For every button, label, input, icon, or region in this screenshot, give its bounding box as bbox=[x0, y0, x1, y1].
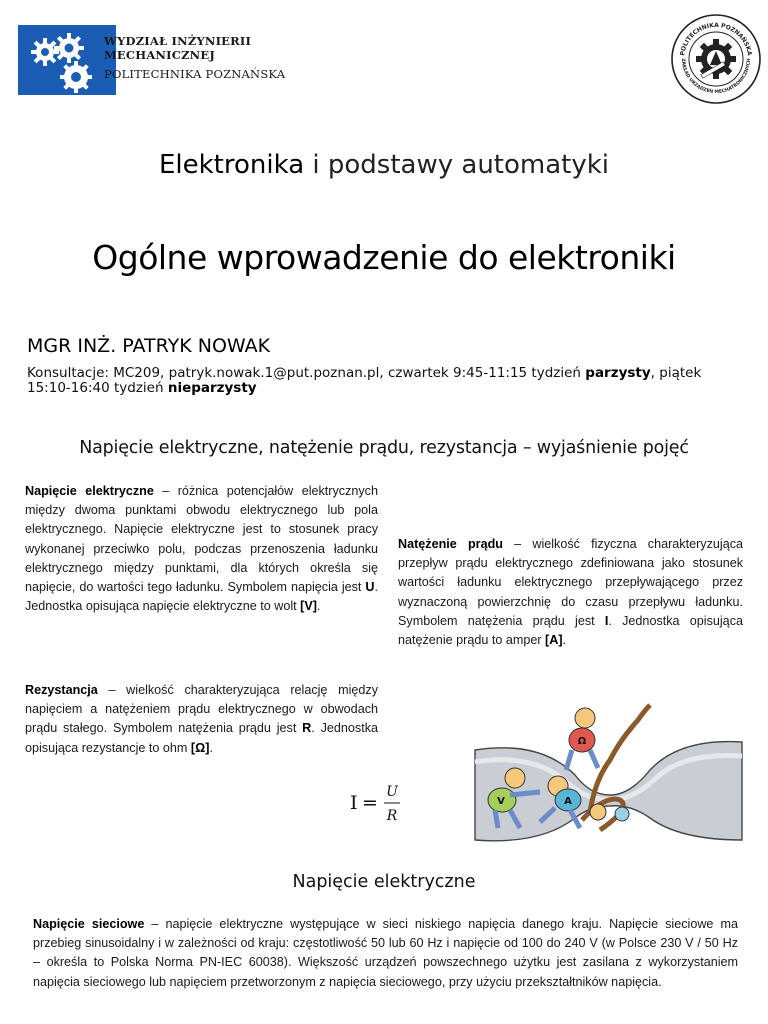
formula-eq: = bbox=[362, 792, 378, 814]
voltage-text: – różnica potencjałów elektrycznych między dwoma punktami obwodu elektrycznego lub pola elektrycznego. Napięcie elektryczne jest to stosunek pracy wykonanej przeciwko polu, podczas przenoszenia ładunku elektrycznego między punktami, dla których określa się napięcie, do wartości tego ładunku. Symbolem napięcia jest bbox=[25, 484, 378, 595]
current-symbol: I bbox=[604, 613, 609, 628]
course-title bbox=[0, 150, 768, 180]
svg-text:POLITECHNIKA POZNAŃSKA: POLITECHNIKA POZNAŃSKA bbox=[679, 21, 753, 57]
faculty-line1: WYDZIAŁ INŻYNIERII bbox=[104, 34, 252, 48]
author-name: MGR INŻ. PATRYK NOWAK bbox=[27, 335, 271, 357]
current-text2: . Jednostka opisująca natężenie prądu to amper bbox=[398, 613, 743, 648]
amp-label: A bbox=[564, 796, 572, 807]
consultation-hours bbox=[27, 366, 747, 396]
current-text: – wielkość fizyczna charakteryzująca przepływ prądu elektrycznego zdefiniowana jako stosunek wartości ładunku elektrycznego przepływającego przez wyznaczoną powierzchnię do czasu przepływu ładunku. Symbolem natężenia prądu jest bbox=[398, 537, 743, 628]
svg-text:ZAKŁAD URZĄDZEŃ MECHATRONICZNY: ZAKŁAD URZĄDZEŃ MECHATRONICZNYCH bbox=[679, 58, 753, 96]
ohms-law-formula bbox=[340, 778, 410, 826]
consult-bold1: parzysty bbox=[585, 365, 651, 381]
voltage-term: Napięcie elektryczne bbox=[25, 484, 154, 498]
consult-bold2: nieparzysty bbox=[167, 380, 257, 396]
gears-icon bbox=[18, 25, 116, 95]
consult-part2: , piątek 15:10-16:40 tydzień bbox=[27, 365, 702, 396]
section-title-voltage: Napięcie elektryczne bbox=[292, 872, 476, 892]
course-title-strong: Elektronika bbox=[158, 150, 305, 180]
consult-part1: Konsultacje: MC209, patryk.nowak.1@put.poznan.pl, czwartek 9:45-11:15 tydzień bbox=[27, 365, 586, 381]
volt-label: V bbox=[497, 796, 505, 807]
formula-lhs: I bbox=[350, 792, 358, 814]
voltage-definition bbox=[25, 482, 378, 616]
formula-denominator: R bbox=[386, 808, 398, 824]
resistance-term: Rezystancja bbox=[25, 683, 98, 697]
mains-voltage-definition bbox=[33, 915, 738, 992]
university-name: POLITECHNIKA POZNAŃSKA bbox=[104, 67, 286, 81]
mains-term: Napięcie sieciowe bbox=[33, 917, 145, 931]
current-unit: [A] bbox=[545, 633, 563, 648]
resistance-unit: [Ω] bbox=[190, 740, 210, 755]
section-title-definitions: Napięcie elektryczne, natężenie prądu, rezystancja – wyjaśnienie pojęć bbox=[79, 438, 689, 458]
ohms-law-cartoon bbox=[470, 700, 745, 850]
voltage-symbol: U bbox=[365, 580, 375, 595]
lecture-title: Ogólne wprowadzenie do elektroniki bbox=[92, 238, 676, 277]
faculty-name bbox=[104, 34, 285, 81]
current-definition bbox=[398, 535, 743, 650]
resistance-end: . bbox=[209, 740, 213, 755]
voltage-text2: . Jednostka opisująca napięcie elektryczne to wolt bbox=[25, 580, 378, 614]
resistance-symbol: R bbox=[302, 721, 312, 736]
current-end: . bbox=[562, 633, 567, 648]
faculty-line2: MECHANICZNEJ bbox=[104, 48, 215, 62]
voltage-unit: [V] bbox=[300, 599, 317, 614]
faculty-logo bbox=[18, 25, 116, 95]
voltage-end: . bbox=[316, 599, 321, 614]
resistance-definition bbox=[25, 681, 378, 758]
ohm-label: Ω bbox=[577, 736, 587, 747]
resistance-text: – wielkość charakteryzująca relację między napięciem a natężeniem prądu elektrycznego w obwodach prądu stałego. Symbolem natężenia prądu jest bbox=[25, 683, 378, 736]
current-term: Natężenie prądu bbox=[398, 537, 503, 551]
resistance-text2: . Jednostka opisująca rezystancje to ohm bbox=[25, 721, 378, 755]
department-seal-icon bbox=[670, 13, 762, 105]
mains-text: – napięcie elektryczne występujące w sieci niskiego napięcia danego kraju. Napięcie sieciowe ma przebieg sinusoidalny i w zależności od kraju: częstotliwość 50 lub 60 Hz i napięcie od 100 do 240 V (w Polsce 230 V / 50 Hz – określa to Polska Norma PN-IEC 60038). Większość urządzeń powszechnego użytku jest zasilana z wykorzystaniem napięcia sieciowego lub napięciem przetworzonym z napięcia sieciowego, przy użyciu przekształtników napięcia. bbox=[33, 917, 738, 989]
course-title-rest: i podstawy automatyki bbox=[304, 150, 610, 180]
formula-numerator: U bbox=[386, 784, 398, 800]
